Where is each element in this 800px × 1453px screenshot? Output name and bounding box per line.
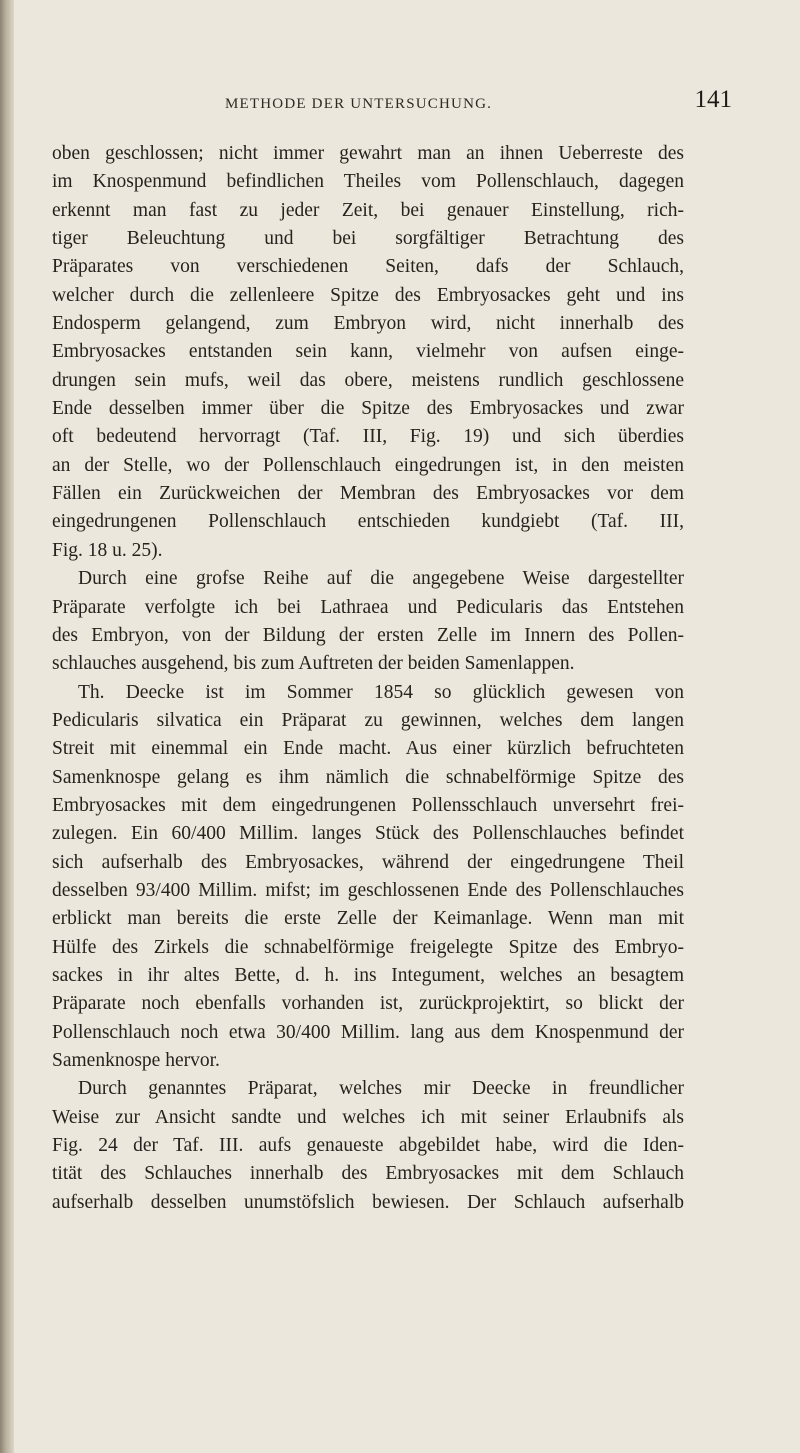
text-line: oft bedeutend hervorragt (Taf. III, Fig. 19) und sich überdies [52, 426, 684, 448]
text-line: Samenknospe gelang es ihm nämlich die schnabelförmige Spitze des [52, 766, 684, 788]
text-line: im Knospenmund befindlichen Theiles vom Pollenschlauch, dagegen [52, 171, 684, 193]
text-line: zulegen. Ein 60/400 Millim. langes Stück des Pollenschlauches befindet [52, 823, 684, 845]
text-line: oben geschlossen; nicht immer gewahrt man an ihnen Ueberreste des [52, 143, 684, 164]
text-line: erkennt man fast zu jeder Zeit, bei genauer Einstellung, rich- [52, 199, 684, 221]
running-head: METHODE DER UNTERSUCHUNG. [225, 96, 493, 112]
book-spine-edge [0, 0, 14, 1453]
text-line: Präparate noch ebenfalls vorhanden ist, zurückprojektirt, so blickt der [52, 993, 684, 1015]
page-number: 141 [694, 86, 732, 113]
page-header [40, 86, 760, 126]
text-line: Pedicularis silvatica ein Präparat zu gewinnen, welches dem langen [52, 709, 684, 731]
paragraph-start: Durch genanntes Präparat, welches mir Deecke in freundlicher [78, 1078, 684, 1100]
text-line: tiger Beleuchtung und bei sorgfältiger Betrachtung des [52, 228, 684, 250]
text-line: an der Stelle, wo der Pollenschlauch eingedrungen ist, in den meisten [52, 454, 684, 476]
text-line: Präparates von verschiedenen Seiten, dafs der Schlauch, [52, 256, 684, 278]
text-line: welcher durch die zellenleere Spitze des Embryosackes geht und ins [52, 284, 684, 306]
text-line: Pollenschlauch noch etwa 30/400 Millim. lang aus dem Knospenmund der [52, 1021, 684, 1043]
text-line: sich aufserhalb des Embryosackes, während der eingedrungene Theil [52, 851, 684, 873]
text-line: Fig. 24 der Taf. III. aufs genaueste abgebildet habe, wird die Iden- [52, 1135, 684, 1157]
text-line: Hülfe des Zirkels die schnabelförmige freigelegte Spitze des Embryo- [52, 936, 684, 958]
text-line: Streit mit einemmal ein Ende macht. Aus einer kürzlich befruchteten [52, 738, 684, 760]
text-line: eingedrungenen Pollenschlauch entschieden kundgiebt (Taf. III, [52, 511, 684, 533]
paragraph-start: Durch eine grofse Reihe auf die angegebene Weise dargestellter [78, 568, 684, 590]
body-text [52, 140, 684, 1217]
text-line: Embryosackes mit dem eingedrungenen Pollensschlauch unversehrt frei- [52, 794, 684, 816]
text-line: Ende desselben immer über die Spitze des Embryosackes und zwar [52, 398, 684, 420]
paragraph-start: Th. Deecke ist im Sommer 1854 so glücklich gewesen von [78, 681, 684, 703]
text-line: sackes in ihr altes Bette, d. h. ins Integument, welches an besagtem [52, 964, 684, 986]
text-line: aufserhalb desselben unumstöfslich bewiesen. Der Schlauch aufserhalb [52, 1191, 684, 1213]
text-line: tität des Schlauches innerhalb des Embryosackes mit dem Schlauch [52, 1163, 684, 1185]
text-line: desselben 93/400 Millim. mifst; im geschlossenen Ende des Pollenschlauches [52, 879, 684, 901]
text-line: Präparate verfolgte ich bei Lathraea und Pedicularis das Entstehen [52, 596, 684, 618]
text-line: Embryosackes entstanden sein kann, vielmehr von aufsen einge- [52, 341, 684, 363]
text-line: erblickt man bereits die erste Zelle der Keimanlage. Wenn man mit [52, 908, 684, 930]
text-line: Samenknospe hervor. [52, 1050, 220, 1071]
text-line: schlauches ausgehend, bis zum Auftreten der beiden Samenlappen. [52, 653, 575, 675]
text-line: Fällen ein Zurückweichen der Membran des Embryosackes vor dem [52, 483, 684, 505]
text-line: drungen sein mufs, weil das obere, meistens rundlich geschlossene [52, 369, 684, 391]
text-line: Weise zur Ansicht sandte und welches ich mit seiner Erlaubnifs als [52, 1106, 684, 1128]
text-line: Endosperm gelangend, zum Embryon wird, nicht innerhalb des [52, 313, 684, 335]
text-line: Fig. 18 u. 25). [52, 539, 163, 561]
text-line: des Embryon, von der Bildung der ersten Zelle im Innern des Pollen- [52, 624, 684, 646]
